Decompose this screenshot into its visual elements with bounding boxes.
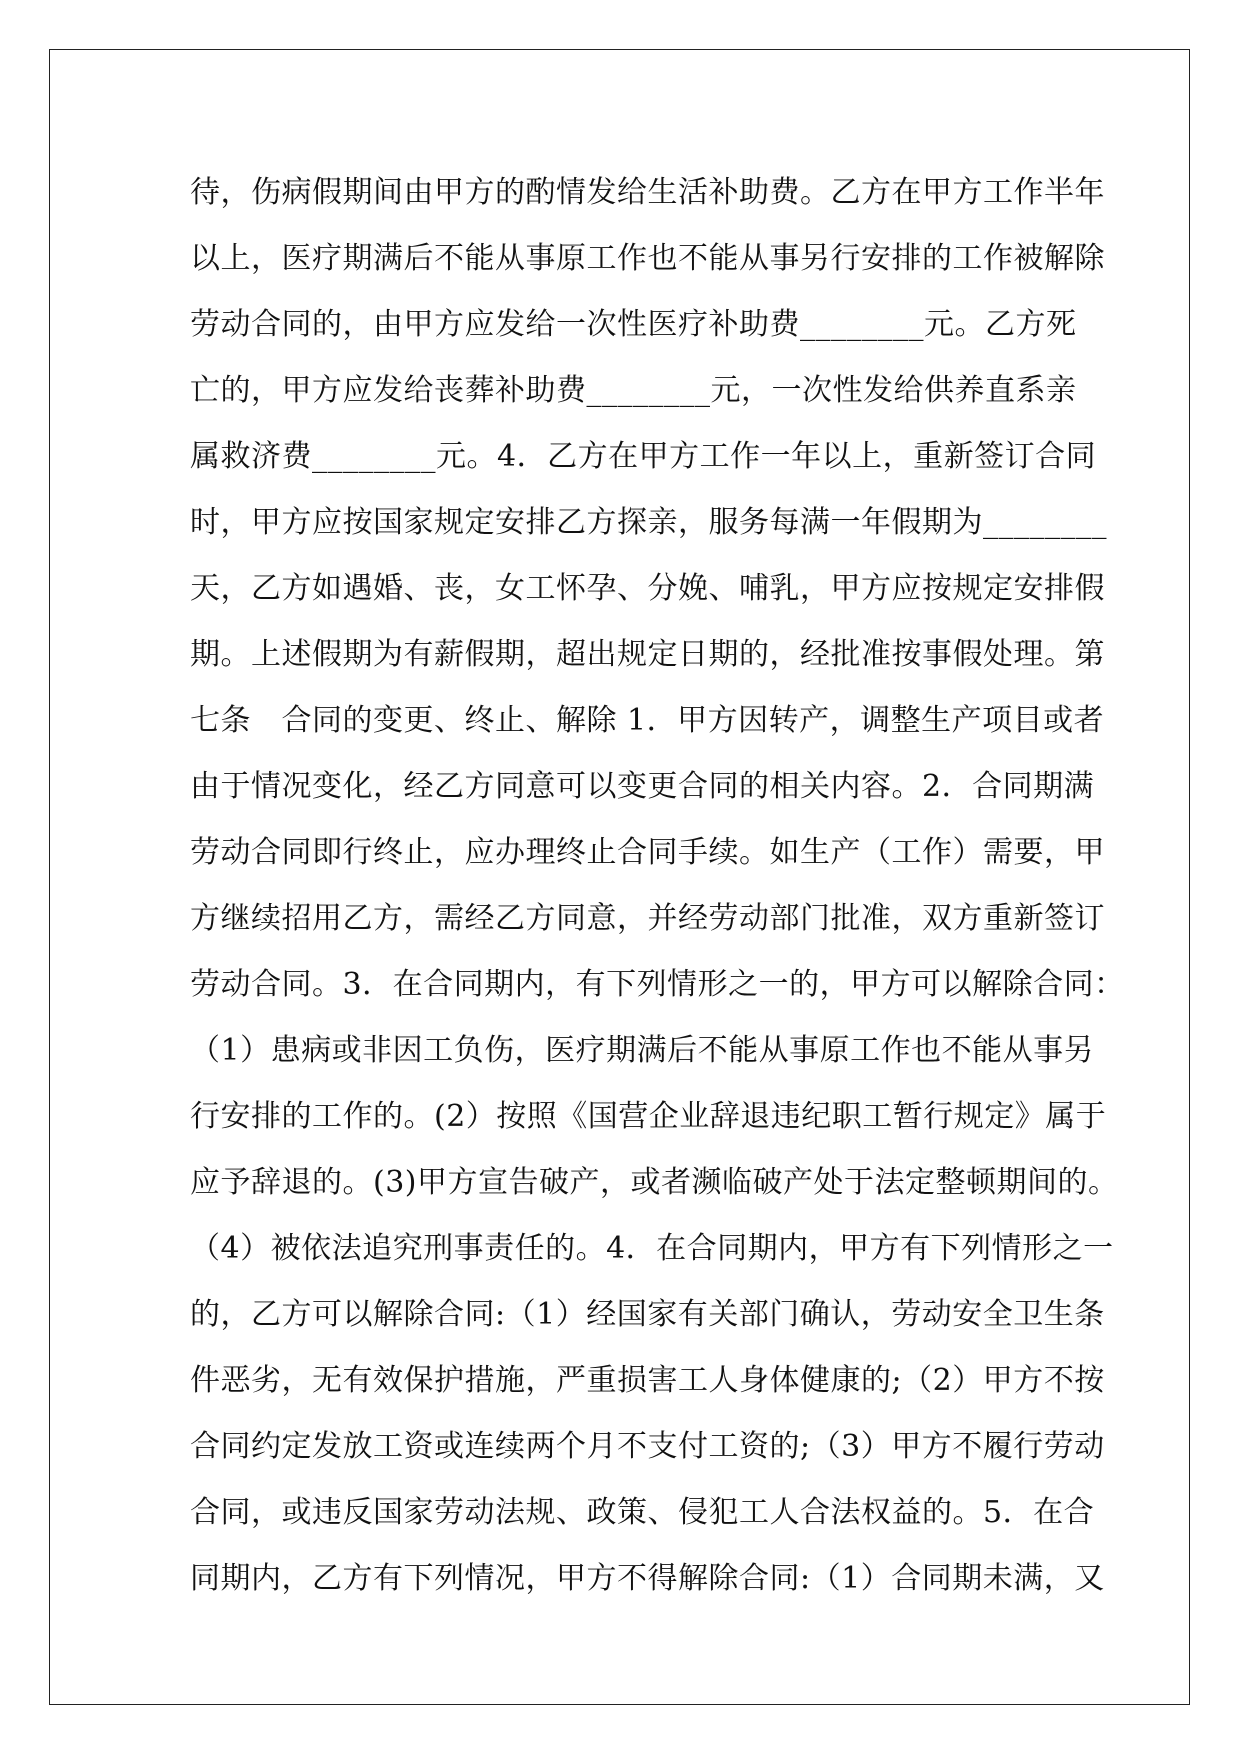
text-line: 劳动合同。3．在合同期内，有下列情形之一的，甲方可以解除合同： bbox=[190, 967, 1125, 1002]
text-line: 应予辞退的。(3)甲方宣告破产，或者濒临破产处于法定整顿期间的。 bbox=[190, 1165, 1119, 1200]
text-line: 合同，或违反国家劳动法规、政策、侵犯工人合法权益的。5．在合 bbox=[190, 1495, 1095, 1530]
text-line: 待，伤病假期间由甲方的酌情发给生活补助费。乙方在甲方工作半年 bbox=[190, 175, 1105, 210]
contract-body-text bbox=[190, 160, 1125, 1612]
text-line: 的，乙方可以解除合同:（1）经国家有关部门确认，劳动安全卫生条 bbox=[190, 1297, 1105, 1332]
text-line: 件恶劣，无有效保护措施，严重损害工人身体健康的;（2）甲方不按 bbox=[190, 1363, 1105, 1398]
text-line: 劳动合同的，由甲方应发给一次性医疗补助费________元。乙方死 bbox=[190, 307, 1077, 342]
text-line: 时，甲方应按国家规定安排乙方探亲，服务每满一年假期为________ bbox=[190, 505, 1107, 540]
text-line: 同期内，乙方有下列情况，甲方不得解除合同:（1）合同期未满，又 bbox=[190, 1561, 1105, 1596]
text-line: 行安排的工作的。(2）按照《国营企业辞退违纪职工暂行规定》属于 bbox=[190, 1099, 1107, 1134]
text-line: 劳动合同即行终止，应办理终止合同手续。如生产（工作）需要，甲 bbox=[190, 835, 1105, 870]
text-line: （4）被依法追究刑事责任的。4．在合同期内，甲方有下列情形之一 bbox=[190, 1231, 1114, 1266]
text-line: 由于情况变化，经乙方同意可以变更合同的相关内容。2．合同期满 bbox=[190, 769, 1095, 804]
text-line: 以上，医疗期满后不能从事原工作也不能从事另行安排的工作被解除 bbox=[190, 241, 1105, 276]
text-line: 期。上述假期为有薪假期，超出规定日期的，经批准按事假处理。第 bbox=[190, 637, 1105, 672]
text-line: 属救济费________元。4．乙方在甲方工作一年以上，重新签订合同 bbox=[190, 439, 1097, 474]
text-line: 方继续招用乙方，需经乙方同意，并经劳动部门批准，双方重新签订 bbox=[190, 901, 1105, 936]
text-line: 天，乙方如遇婚、丧，女工怀孕、分娩、哺乳，甲方应按规定安排假 bbox=[190, 571, 1105, 606]
text-line: 合同约定发放工资或连续两个月不支付工资的;（3）甲方不履行劳动 bbox=[190, 1429, 1105, 1464]
text-line: 亡的，甲方应发给丧葬补助费________元，一次性发给供养直系亲 bbox=[190, 373, 1077, 408]
text-line: 七条 合同的变更、终止、解除 1．甲方因转产，调整生产项目或者 bbox=[190, 703, 1105, 738]
text-line: （1）患病或非因工负伤，医疗期满后不能从事原工作也不能从事另 bbox=[190, 1033, 1095, 1068]
